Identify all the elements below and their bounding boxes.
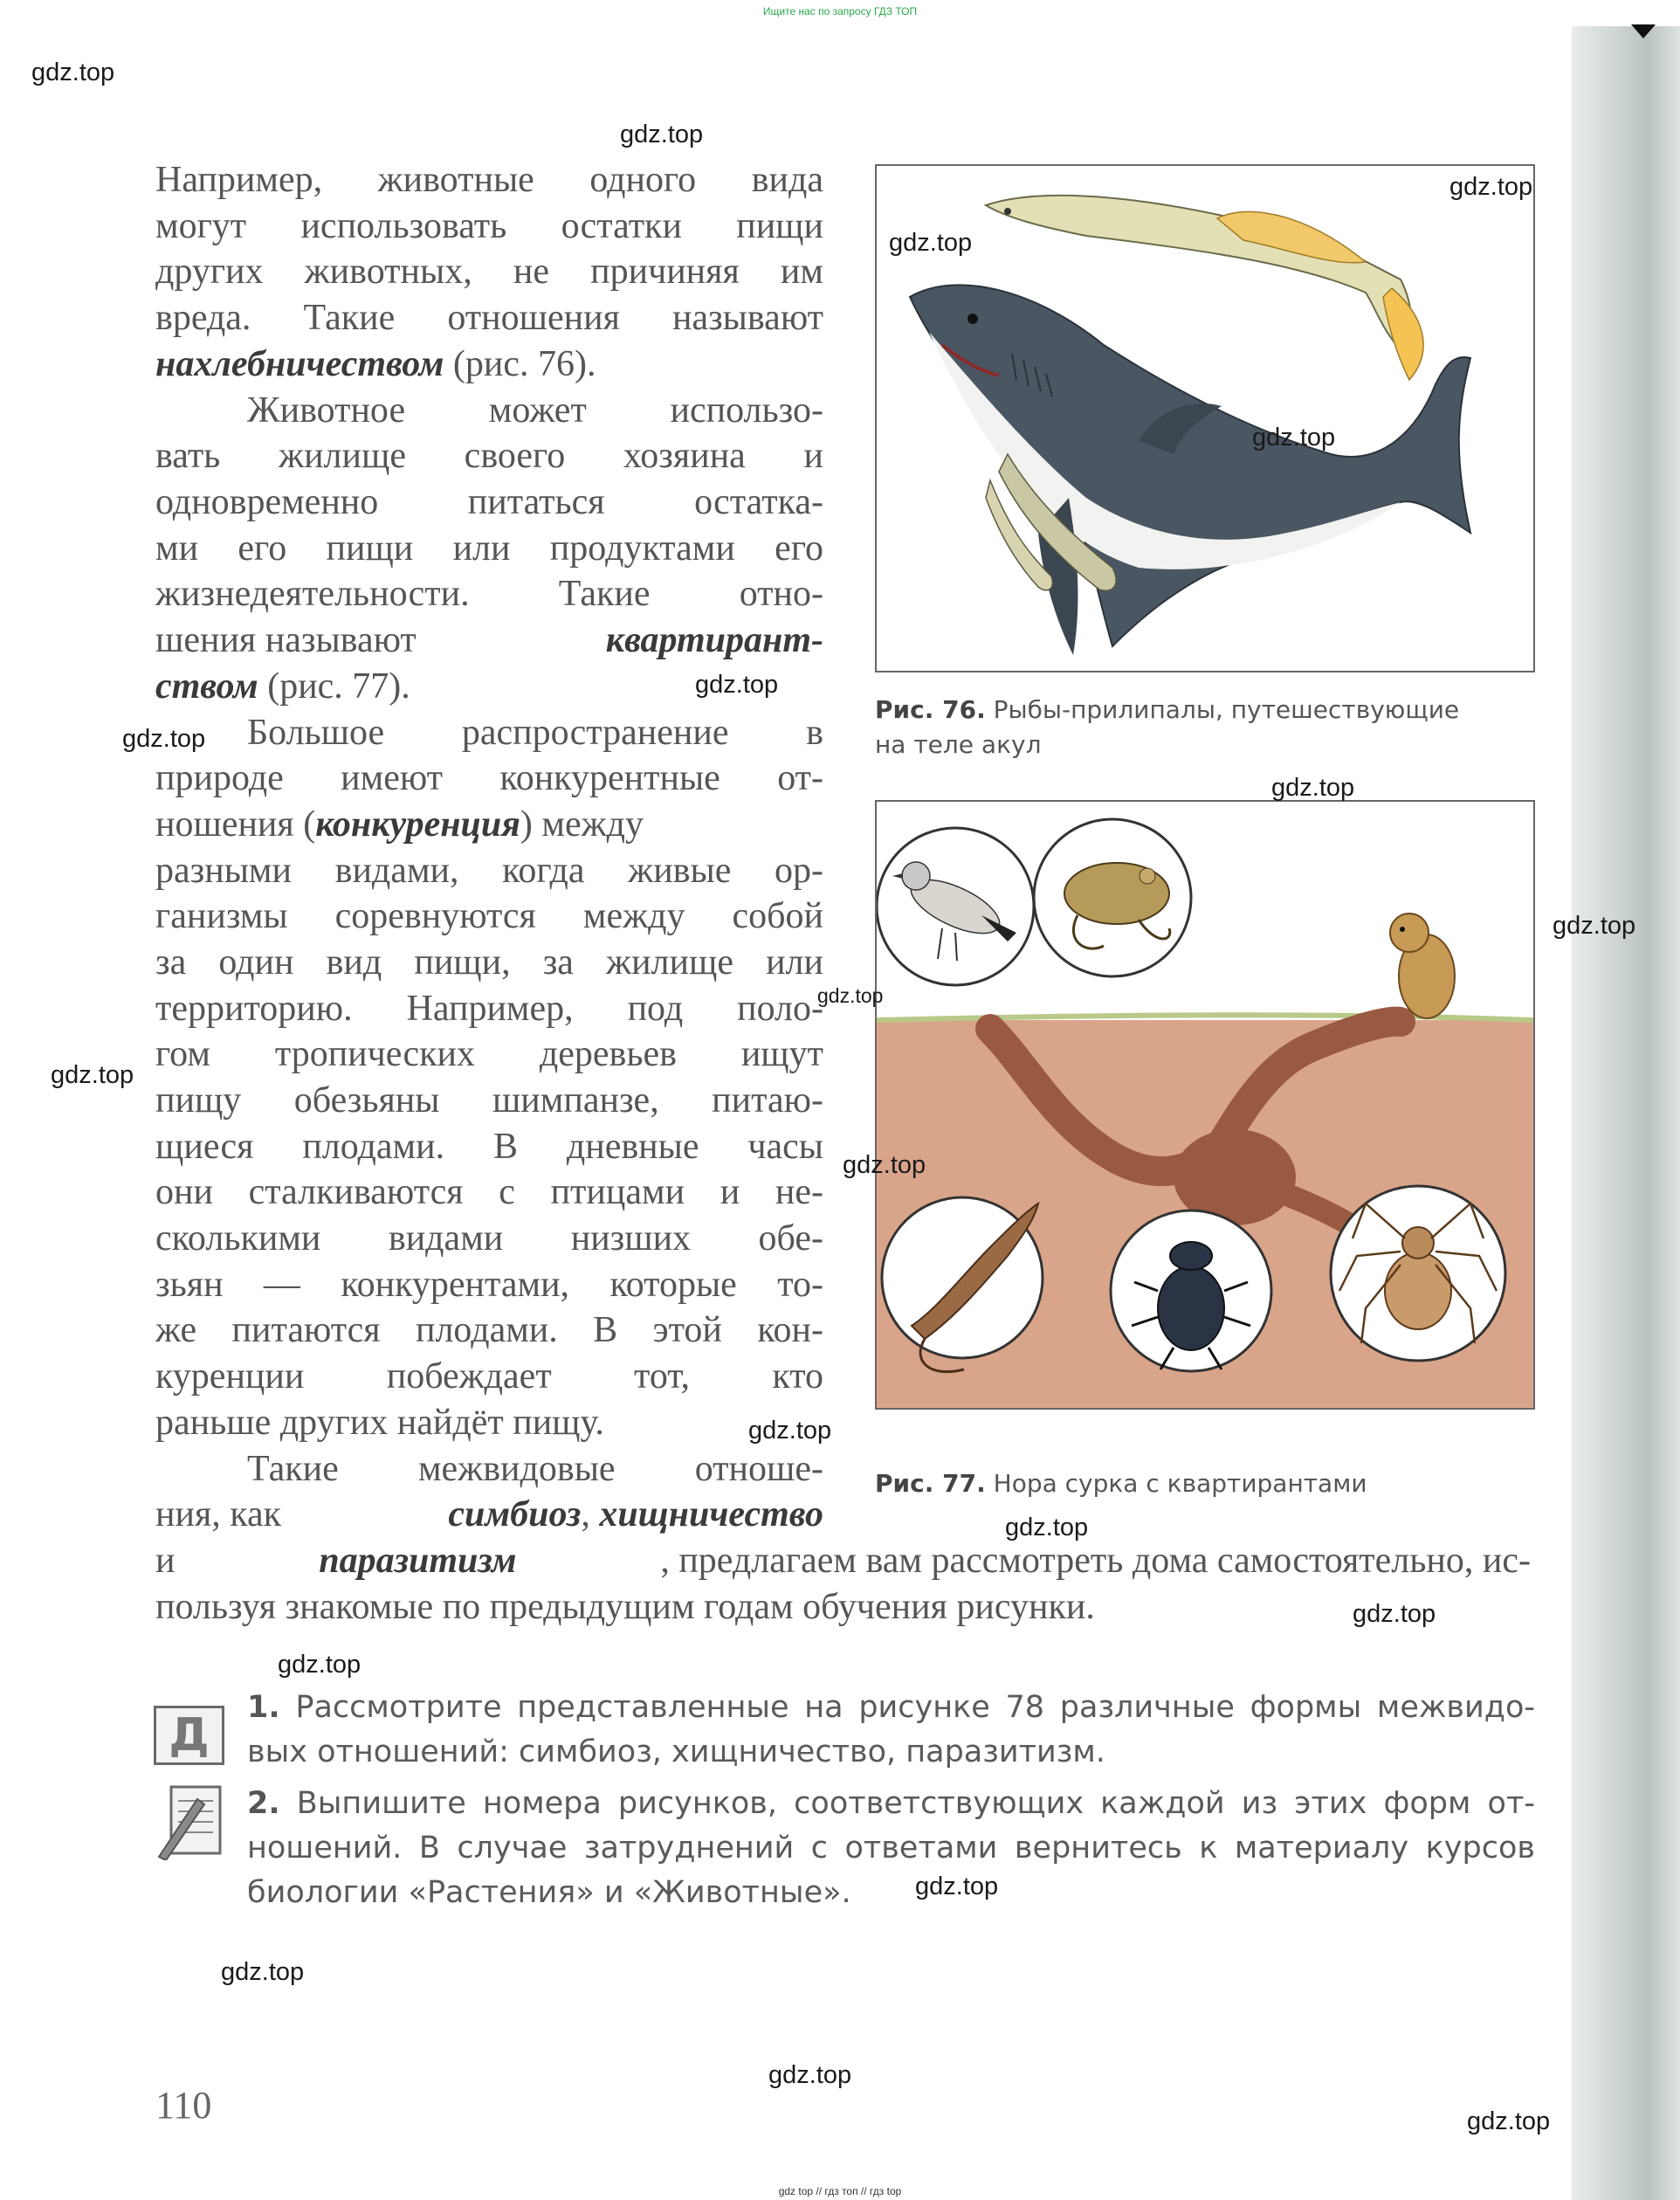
watermark-text: gdz.top <box>51 1061 134 1089</box>
text-line: они сталкиваются с птицами и не- <box>155 1172 823 1212</box>
marmot-burrow-illustration <box>877 802 1533 1408</box>
text-fragment: ношения ( <box>155 804 316 845</box>
caption-line: на теле акул <box>875 730 1042 759</box>
text-line: раньше других найдёт пищу. <box>155 1403 604 1443</box>
text-fragment: ) между <box>520 804 644 845</box>
task-line <box>247 1686 1535 1730</box>
text-line: пользуя знакомые по предыдущим годам обучения рисунки. <box>155 1587 1095 1627</box>
home-task-icon: Д <box>154 1706 224 1765</box>
marmot <box>1390 914 1455 1018</box>
text-line: зьян — конкурентами, которые то- <box>155 1265 823 1305</box>
task-line <box>247 1782 1535 1826</box>
caption-text: Рыбы-прилипалы, путешествующие <box>985 695 1460 724</box>
watermark-text: gdz.top <box>1271 774 1355 802</box>
term-simbioz: симбиоз <box>448 1494 582 1534</box>
watermark-text: gdz.top <box>1449 173 1533 201</box>
figure-76-caption <box>875 693 1539 762</box>
caption-text: Нора сурка с квартирантами <box>985 1469 1367 1498</box>
caption-line <box>875 693 1539 728</box>
task-number: 2. <box>247 1786 280 1821</box>
figure-77 <box>875 800 1535 1410</box>
text-fragment: (рис. 77). <box>258 666 410 707</box>
watermark-text: gdz.top <box>221 1958 305 1986</box>
watermark-text: gdz.top <box>1252 424 1336 452</box>
watermark-text: gdz.top <box>1353 1600 1436 1628</box>
watermark-text: gdz.top <box>1005 1514 1089 1541</box>
text-fragment: , <box>581 1494 600 1534</box>
text-fragment: шения называют <box>155 620 417 660</box>
watermark-text: gdz.top <box>695 671 779 699</box>
page-number: 110 <box>155 2084 212 2127</box>
text-line: природе имеют конкурентные от- <box>155 758 823 798</box>
watermark-text: gdz.top <box>122 725 206 753</box>
figure-77-caption <box>875 1466 1539 1501</box>
text-fragment: , предлагаем вам рассмотреть дома самостоятельно, ис- <box>660 1541 1531 1581</box>
text-fragment: (рис. 76). <box>444 344 596 384</box>
text-line: могут использовать остатки пищи <box>155 206 823 246</box>
task-line: биологии «Растения» и «Животные». <box>247 1875 851 1910</box>
text-line: ми его пищи или продуктами его <box>155 528 823 569</box>
footer-banner: gdz top // гдз топ // гдз top <box>778 2185 902 2197</box>
watermark-text: gdz.top <box>768 2061 852 2089</box>
text-line: разными видами, когда живые ор- <box>155 851 823 891</box>
watermark-text: gdz.top <box>915 1872 999 1900</box>
text-line: же питаются плодами. В этой кон- <box>155 1310 823 1350</box>
figure-76 <box>875 164 1535 672</box>
task-number: 1. <box>247 1690 280 1725</box>
text-line: Животное может использо- <box>247 390 823 431</box>
text-line: других животных, не причиняя им <box>155 252 823 292</box>
text-line: Например, животные одного вида <box>155 160 823 200</box>
term-nakhlebnichestvo: нахлебничеством <box>155 344 444 384</box>
shark <box>910 285 1470 655</box>
task-line: вых отношений: симбиоз, хищничество, паразитизм. <box>247 1734 1105 1769</box>
text-line: за один вид пищи, за жилище или <box>155 942 823 983</box>
term-kvartirantstvo: квартирант- <box>605 620 823 660</box>
text-line: куренции побеждает тот, кто <box>155 1356 823 1397</box>
text-line: сколькими видами низших обе- <box>155 1218 823 1259</box>
text-line <box>155 664 410 710</box>
text-line <box>155 802 823 848</box>
text-line: жизнедеятельности. Такие отно- <box>155 574 823 614</box>
term-kvartirantstvo-end: ством <box>155 666 258 707</box>
watermark-text: gdz.top <box>889 229 973 257</box>
term-khishchnichestvo: хищничество <box>599 1494 823 1534</box>
top-banner: Ищите нас по запросу ГДЗ ТОП <box>762 5 918 17</box>
watermark-text: gdz.top <box>31 59 115 86</box>
figure-number: Рис. 77. <box>875 1469 986 1498</box>
text-line: ганизмы соревнуются между собой <box>155 896 823 936</box>
watermark-text: gdz.top <box>748 1417 832 1445</box>
text-line: одновременно питаться остатка- <box>155 482 823 522</box>
task-text: Рассмотрите представленные на рисунке 78 различные формы межвидо- <box>279 1690 1535 1725</box>
text-line: территорию. Например, под поло- <box>155 989 823 1029</box>
shark-remora-illustration <box>877 166 1533 671</box>
text-line <box>155 1492 823 1538</box>
text-line: пищу обезьяны шимпанзе, питаю- <box>155 1080 823 1121</box>
bookmark-marker <box>1631 24 1656 38</box>
text-line <box>155 341 596 388</box>
text-line: вать жилище своего хозяина и <box>155 436 823 476</box>
text-line: Такие межвидовые отноше- <box>247 1449 823 1489</box>
task-2 <box>247 1782 1535 1915</box>
text-line: гом тропических деревьев ищут <box>155 1034 823 1074</box>
pencil-notebook-icon <box>154 1782 227 1860</box>
text-line: щиеся плодами. В дневные часы <box>155 1127 823 1167</box>
watermark-text: gdz.top <box>1553 912 1636 940</box>
figure-number: Рис. 76. <box>875 695 986 724</box>
task-1 <box>247 1686 1535 1775</box>
watermark-text: gdz.top <box>843 1151 926 1179</box>
watermark-text: gdz.top <box>620 121 704 148</box>
term-parazitizm: паразитизм <box>319 1541 517 1581</box>
task-line: ношений. В случае затруднений с ответами вернитесь к материалу курсов <box>247 1831 1535 1866</box>
text-fragment: ния, как <box>155 1494 282 1534</box>
text-line <box>155 617 823 664</box>
watermark-text: gdz.top <box>278 1651 361 1679</box>
task-text: Выпишите номера рисунков, соответствующих каждой из этих форм от- <box>279 1786 1535 1821</box>
text-line: Большое распространение в <box>247 713 823 753</box>
book-spine <box>1572 26 1680 2200</box>
watermark-text: gdz.top <box>817 984 884 1007</box>
text-line <box>155 1538 1531 1584</box>
watermark-text: gdz.top <box>1467 2107 1551 2135</box>
term-konkurentsiya: конкуренция <box>315 804 520 845</box>
text-line: вреда. Такие отношения называют <box>155 298 823 338</box>
text-fragment: и <box>155 1541 176 1581</box>
